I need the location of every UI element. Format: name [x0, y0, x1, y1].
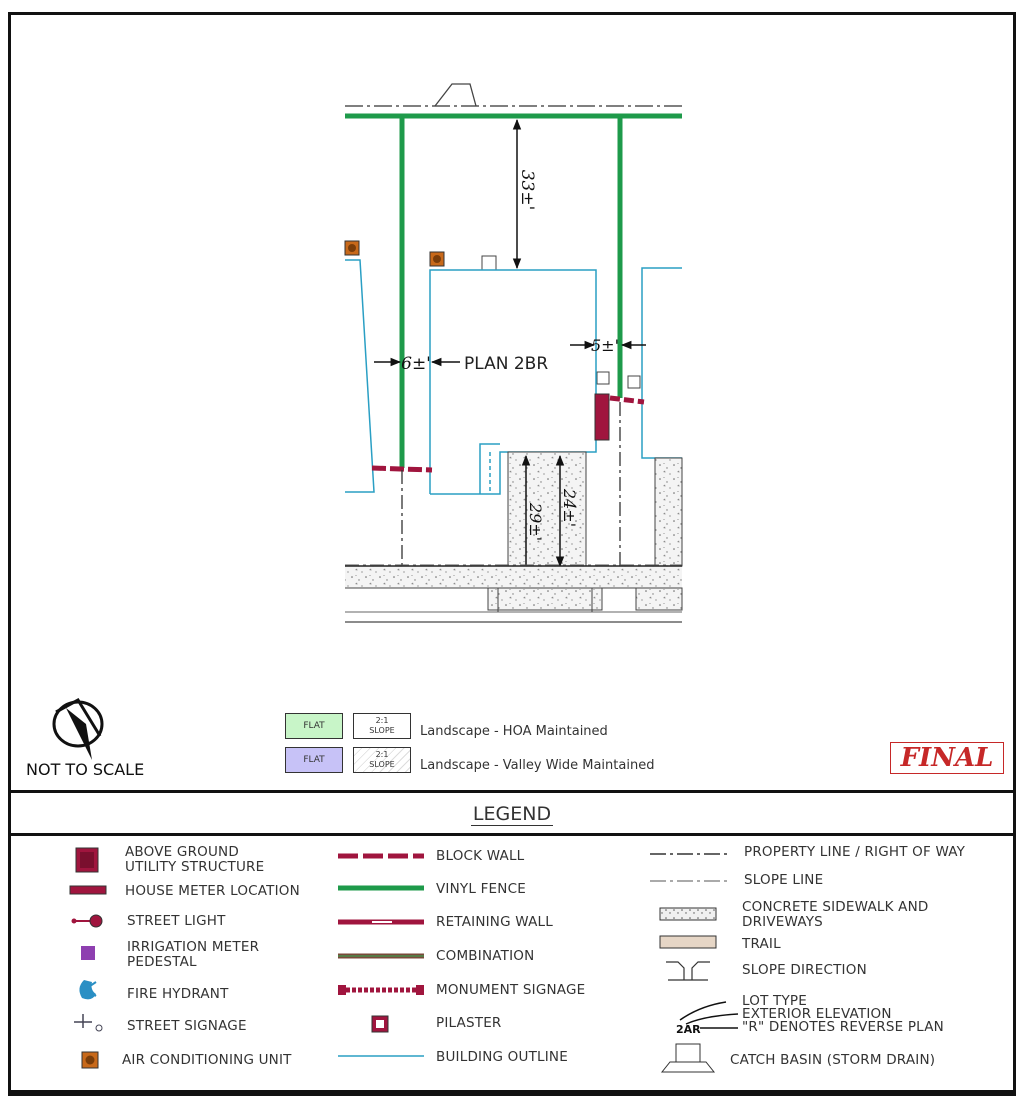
legend-item-irrigation-meter: IRRIGATION METER PEDESTAL [127, 939, 260, 970]
dim-drive-short-text: 24±' [560, 488, 579, 528]
dim-right-text: 5±' [591, 336, 619, 355]
trail-icon [660, 936, 716, 948]
legend-item-ac-unit: AIR CONDITIONING UNIT [122, 1052, 292, 1068]
valley-slope-swatch [353, 747, 411, 773]
street-light-icon [72, 915, 103, 927]
utility-box [628, 376, 640, 388]
slope-direction-icon [666, 962, 710, 980]
slope-label-top: 2:1 [375, 716, 389, 725]
block-wall-left [372, 468, 432, 470]
legend-item-retaining-wall: RETAINING WALL [436, 914, 553, 930]
house-meter-icon [595, 394, 609, 440]
catch-basin-icon [662, 1044, 714, 1072]
legend-item-building-outline: BUILDING OUTLINE [436, 1049, 568, 1065]
house-meter-icon [70, 886, 106, 894]
legend-item-monument-signage: MONUMENT SIGNAGE [436, 982, 586, 998]
north-arrow-icon [54, 700, 102, 760]
legend-item-fire-hydrant: FIRE HYDRANT [127, 986, 229, 1002]
utility-structure-icon [76, 848, 98, 872]
utility-box [482, 256, 496, 270]
legend-item-vinyl-fence: VINYL FENCE [436, 881, 526, 897]
ac-unit-icon [345, 241, 359, 255]
ac-unit-icon [82, 1052, 98, 1068]
legend-item-utility-structure: ABOVE GROUND UTILITY STRUCTURE [125, 844, 265, 875]
utility-box [597, 372, 609, 384]
valley-flat-swatch: FLAT [285, 747, 343, 773]
hoa-slope-swatch [353, 713, 411, 739]
valley-landscape-label: Landscape - Valley Wide Maintained [420, 758, 655, 773]
dim-drive-long-text: 29±' [526, 502, 545, 542]
legend-item-house-meter: HOUSE METER LOCATION [125, 883, 300, 899]
ac-unit-icon [430, 252, 444, 266]
block-wall-right [610, 398, 644, 402]
legend-item-combination: COMBINATION [436, 948, 535, 964]
irrigation-meter-icon [81, 946, 95, 960]
hoa-landscape-label: Landscape - HOA Maintained [420, 724, 608, 739]
dim-left-text: 6±' [401, 354, 431, 374]
legend-item-trail: TRAIL [742, 936, 781, 952]
not-to-scale-note: NOT TO SCALE [26, 760, 145, 779]
legend-item-catch-basin: CATCH BASIN (STORM DRAIN) [730, 1052, 936, 1068]
dim-front-text: 33±' [517, 169, 537, 211]
plan-label: PLAN 2BR [464, 354, 549, 374]
lot-type-code: 2AR [676, 1023, 701, 1036]
legend-item-block-wall: BLOCK WALL [436, 848, 525, 864]
sidewalk-icon [660, 908, 716, 920]
legend-title: LEGEND [472, 803, 552, 825]
lot-type-icon [676, 1002, 738, 1036]
fire-hydrant-icon [79, 980, 96, 999]
sidewalk [345, 566, 682, 588]
legend-item-pilaster: PILASTER [436, 1015, 502, 1031]
legend-item-lot-type: LOT TYPE EXTERIOR ELEVATION "R" DENOTES REVERSE PLAN [742, 993, 944, 1035]
building-outline-left-neighbor [345, 260, 374, 492]
slope-direction-mark [435, 84, 476, 106]
driveway-neighbor [655, 458, 682, 566]
hoa-flat-swatch: FLAT [285, 713, 343, 739]
slope-label-bottom: SLOPE [369, 726, 395, 735]
legend-item-street-light: STREET LIGHT [127, 913, 226, 929]
final-stamp: FINAL [890, 742, 1004, 774]
street-signage-icon [74, 1014, 102, 1031]
legend-item-slope-direction: SLOPE DIRECTION [742, 962, 867, 978]
building-outline-right-neighbor [642, 268, 682, 458]
slope-label-top: 2:1 [375, 750, 389, 759]
legend-item-street-signage: STREET SIGNAGE [127, 1018, 247, 1034]
driveway-apron [488, 588, 602, 610]
pilaster-icon [372, 1016, 388, 1032]
slope-label-bottom: SLOPE [369, 760, 395, 769]
legend-item-slope-line: SLOPE LINE [744, 872, 824, 888]
legend-item-property-line: PROPERTY LINE / RIGHT OF WAY [744, 844, 966, 860]
legend-item-sidewalk: CONCRETE SIDEWALK AND DRIVEWAYS [742, 899, 929, 930]
monument-signage-icon [338, 985, 424, 995]
